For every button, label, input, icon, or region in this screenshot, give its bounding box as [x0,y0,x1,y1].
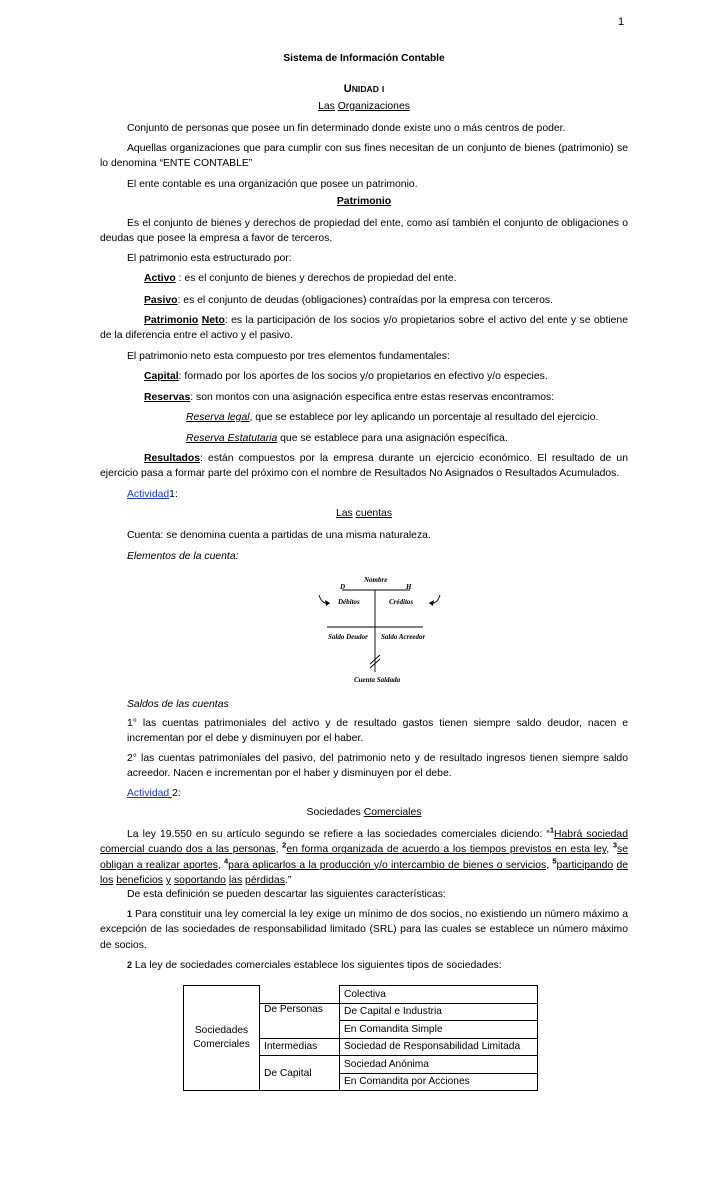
caracteristica-2-num: 2 [127,960,133,970]
table-type-cell: En Comandita Simple [340,1021,538,1039]
capital-label: Capital [144,371,179,382]
ley-sup-1: 1 [549,825,555,835]
t-account-diagram [300,575,460,690]
table-type-cell: Colectiva [340,986,538,1004]
table-root-cell: Sociedades Comerciales [184,986,260,1091]
ley-part-5e: y [165,875,172,887]
section-title-main: cuentas [355,508,393,519]
page-header: Sistema de Información Contable [283,53,445,64]
resultados-paragraph [100,451,628,482]
reservas-line [144,390,554,405]
cuenta-definition: Cuenta: se denomina cuenta a partidas de una misma naturaleza. [127,530,431,541]
reserva-estatutaria-label: Reserva Estatutaria [186,433,278,444]
ley-part-4: para aplicarlos a la producción y/o intercambio de bienes o servicios [228,859,547,871]
ley-part-5a: participando [556,859,614,871]
ley-sup-4: 4 [224,856,229,866]
pn-text: : es la participación de los socios y/o propietarios sobre el activo del ente y se obtiene de la diferencia entre el activo y el pasivo. [100,315,628,342]
actividad-2-link[interactable]: Actividad [127,788,173,799]
table-type-cell: De Capital e Industria [340,1003,538,1021]
org-paragraph-1: Conjunto de personas que posee un fin determinado donde existe uno o más centros de poder. [127,123,566,134]
ley-part-5b: de [616,859,629,871]
capital-line [144,369,548,384]
pn-label-1: Patrimonio [144,315,199,326]
ley-part-5d: beneficios [116,875,163,887]
section-title-pre: Las [318,101,335,112]
diagram-creditos: Créditos [389,598,414,606]
ley-close: .” [284,875,292,887]
unit-title-num: I [381,84,385,94]
reserva-legal-label: Reserva legal [186,412,250,423]
diagram-saldo-deudor: Saldo Deudor [328,633,368,641]
capital-text: : formado por los aportes de los socios y/o propietarios en efectivo y/o especies. [178,371,548,382]
reserva-estatutaria-text: que se establece para una asignación específica. [277,433,508,444]
section-title-pre: Las [335,508,353,519]
reserva-legal-line [186,410,598,425]
caracteristicas-intro: De esta definición se pueden descartar las siguientes características: [127,889,446,900]
caracteristica-2 [127,958,502,973]
reservas-label: Reservas [144,392,191,403]
caracteristica-1 [100,907,628,953]
resultados-label: Resultados [144,453,201,464]
diagram-cuenta-saldada: Cuenta Saldada [354,676,401,684]
sociedades-table [183,985,538,1091]
table-group-cell: Intermedias [260,1038,340,1056]
reserva-estatutaria-line [186,431,508,446]
unit-title-rest: NIDAD [351,84,379,94]
resultados-text: : están compuestos por la empresa durante un ejercicio económico. El resultado de un ejercicio pasa a formar parte del próximo con el nombre de Resultados No Asignados o Resultados Acumulados. [100,453,628,480]
table-type-cell: Sociedad Anónima [340,1056,538,1074]
actividad-1-link[interactable]: Actividad [127,489,170,500]
reservas-text: : son montos con una asignación especifica entre estas reservas encontramos: [190,392,555,403]
pasivo-text: : es el conjunto de deudas (obligaciones) contraídas por la empresa con terceros. [177,295,553,306]
unit-title-initial: U [343,83,352,95]
diagram-saldo-acreedor: Saldo Acreedor [381,633,426,641]
ley-part-1: Habrá sociedad comercial cuando dos a las personas [100,829,628,856]
pasivo-line [144,293,553,308]
pn-label-2: Neto [201,315,225,326]
pasivo-label: Pasivo [144,295,178,306]
table-group-cell: De Personas [260,1003,340,1038]
org-paragraph-2: Aquellas organizaciones que para cumplir con sus fines necesitan de un conjunto de bienes (patrimonio) se lo denomina “ENTE CONTABLE” [100,143,628,170]
page-number: 1 [618,16,625,28]
section-title-pre: Sociedades [306,807,361,818]
ley-sup-3: 3 [612,840,618,850]
unit-title [100,83,628,95]
section-title-main: Comerciales [363,807,422,818]
table-type-cell: En Comandita por Acciones [340,1073,538,1091]
ley-sup-5: 5 [552,856,557,866]
ley-part-2: en forma organizada de acuerdo a los tiempos previstos en esta ley [286,844,607,856]
elementos-title: Elementos de la cuenta: [127,551,239,562]
caracteristica-2-text: La ley de sociedades comerciales establece los siguientes tipos de sociedades: [132,960,502,971]
ley-part-3: se obligan a realizar aportes [100,844,628,871]
t-account-lines [300,575,460,690]
activo-text: : es el conjunto de bienes y derechos de propiedad del ente. [175,273,457,284]
patrimonio-definition: Es el conjunto de bienes y derechos de propiedad del ente, como así también el conjunto de obligaciones o deudas que posee la empresa a favor de terceros. [100,218,628,245]
section-title-patrimonio: Patrimonio [336,196,392,207]
ley-part-5c: los [100,875,114,887]
caracteristica-1-text: Para constituir una ley comercial la ley exige un mínimo de dos socios, no existiendo un número máximo a excepción de las sociedades de responsabilidad limitado (SRL) para las cuales se establece un número máximo de socios. [100,909,628,951]
table-group-cell: De Capital [260,1056,340,1091]
ley-intro: La ley 19.550 en su artículo segundo se refiere a las sociedades comerciales diciendo: “ [127,829,550,840]
saldo-rule-1: 1° las cuentas patrimoniales del activo y de resultado gastos tienen siempre saldo deudor, nacen e incrementan por el debe y disminuyen por el haber. [127,718,628,745]
actividad-2 [127,786,181,801]
ley-part-5f: soportando [173,875,226,887]
patrimonio-structure: El patrimonio esta estructurado por: [127,253,292,264]
section-title-main: Organizaciones [337,101,410,112]
saldo-rule-2: 2° las cuentas patrimoniales del pasivo, del patrimonio neto y de resultado ingresos tienen siempre saldo acreedor. Nacen e incrementan por el haber y disminuyen por el debe. [127,753,628,780]
pn-paragraph [100,313,628,344]
diagram-d: D [340,583,346,591]
actividad-1-num: 1: [169,489,178,500]
diagram-nombre: Nombre [364,576,388,584]
activo-line [144,271,457,286]
table-type-cell: Sociedad de Responsabilidad Limitada [340,1038,538,1056]
ley-paragraph: La ley 19.550 en su artículo segundo se refiere a las sociedades comerciales diciendo: “$^1$Habrá sociedad comercial cuando dos a las personas, $^2$en forma organizada de acuerdo a los tiempos previstos en esta ley, $^3$se obligan a realizar aportes, $^4$para aplicarlos a la producción y/o intercambio de bienes o servicios, $^5$participando de los beneficios y soportando las pérdidas.” [100,825,629,887]
activo-label: Activo [144,273,176,284]
actividad-2-num: 2: [172,788,181,799]
actividad-1 [127,487,178,502]
diagram-debitos: Débitos [338,598,360,606]
diagram-h: H [406,583,412,591]
ley-part-5h: pérdidas [245,875,285,887]
org-paragraph-3: El ente contable es una organización que posee un patrimonio. [127,179,418,190]
caracteristica-1-num: 1 [127,909,133,919]
section-title-sociedades [100,807,628,818]
ley-part-5g: las [228,875,243,887]
ley-sup-2: 2 [282,840,287,850]
section-title-cuentas [100,508,628,519]
section-title-organizaciones [100,101,628,112]
reserva-legal-text: , que se establece por ley aplicando un porcentaje al resultado del ejercicio. [249,412,599,423]
saldos-title: Saldos de las cuentas [127,699,229,710]
pn-intro: El patrimonio neto esta compuesto por tres elementos fundamentales: [127,351,450,362]
table-empty-cell [260,986,340,1004]
